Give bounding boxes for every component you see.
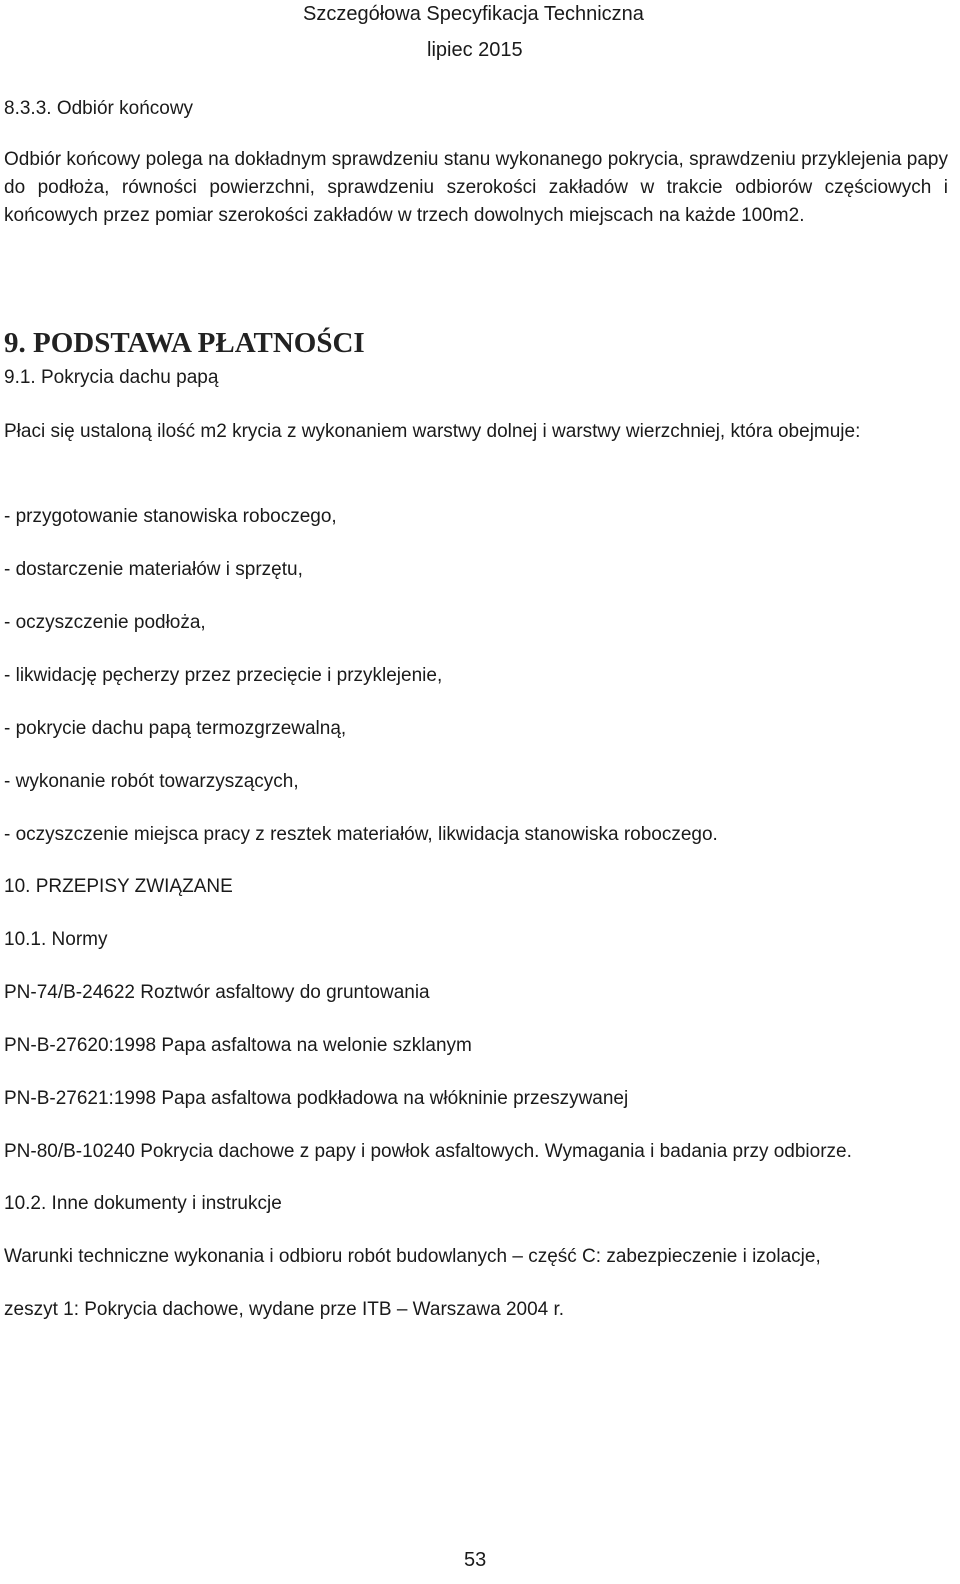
document-line: Warunki techniczne wykonania i odbioru robót budowlanych – część C: zabezpieczenie i izolacje, bbox=[4, 1246, 821, 1267]
section-10-1-heading: 10.1. Normy bbox=[4, 929, 108, 950]
list-item: - przygotowanie stanowiska roboczego, bbox=[4, 506, 337, 527]
list-item: - likwidację pęcherzy przez przecięcie i przyklejenie, bbox=[4, 665, 443, 686]
norm-item: PN-80/B-10240 Pokrycia dachowe z papy i powłok asfaltowych. Wymagania i badania przy odbiorze. bbox=[4, 1141, 852, 1162]
section-8-3-3-paragraph: Odbiór końcowy polega na dokładnym sprawdzeniu stanu wykonanego pokrycia, sprawdzeniu przyklejenia papy do podłoża, równości powierzchni, sprawdzeniu szerokości zakładów w trakcie odbiorów częściowych i końcowych przez pomiar szerokości zakładów w trzech dowolnych miejscach na każde 100m2. bbox=[4, 149, 948, 226]
header-date: lipiec 2015 bbox=[427, 39, 523, 61]
document-line: zeszyt 1: Pokrycia dachowe, wydane prze ITB – Warszawa 2004 r. bbox=[4, 1299, 565, 1320]
list-item: - oczyszczenie podłoża, bbox=[4, 612, 206, 633]
list-item: - oczyszczenie miejsca pracy z resztek materiałów, likwidacja stanowiska roboczego. bbox=[4, 824, 718, 845]
section-9-heading: 9. PODSTAWA PŁATNOŚCI bbox=[4, 327, 365, 359]
list-item: - dostarczenie materiałów i sprzętu, bbox=[4, 559, 303, 580]
page-number: 53 bbox=[464, 1549, 487, 1571]
section-8-3-3-heading: 8.3.3. Odbiór końcowy bbox=[4, 98, 194, 119]
norm-item: PN-74/B-24622 Roztwór asfaltowy do gruntowania bbox=[4, 982, 430, 1003]
section-9-1-intro: Płaci się ustaloną ilość m2 krycia z wykonaniem warstwy dolnej i warstwy wierzchniej, która obejmuje: bbox=[4, 421, 861, 442]
norm-item: PN-B-27621:1998 Papa asfaltowa podkładowa na włókninie przeszywanej bbox=[4, 1088, 629, 1109]
section-9-1-heading: 9.1. Pokrycia dachu papą bbox=[4, 367, 219, 388]
header-title: Szczegółowa Specyfikacja Techniczna bbox=[303, 3, 644, 25]
list-item: - pokrycie dachu papą termozgrzewalną, bbox=[4, 718, 347, 739]
list-item: - wykonanie robót towarzyszących, bbox=[4, 771, 299, 792]
section-10-2-heading: 10.2. Inne dokumenty i instrukcje bbox=[4, 1193, 282, 1214]
norm-item: PN-B-27620:1998 Papa asfaltowa na welonie szklanym bbox=[4, 1035, 472, 1056]
section-10-heading: 10. PRZEPISY ZWIĄZANE bbox=[4, 876, 233, 897]
